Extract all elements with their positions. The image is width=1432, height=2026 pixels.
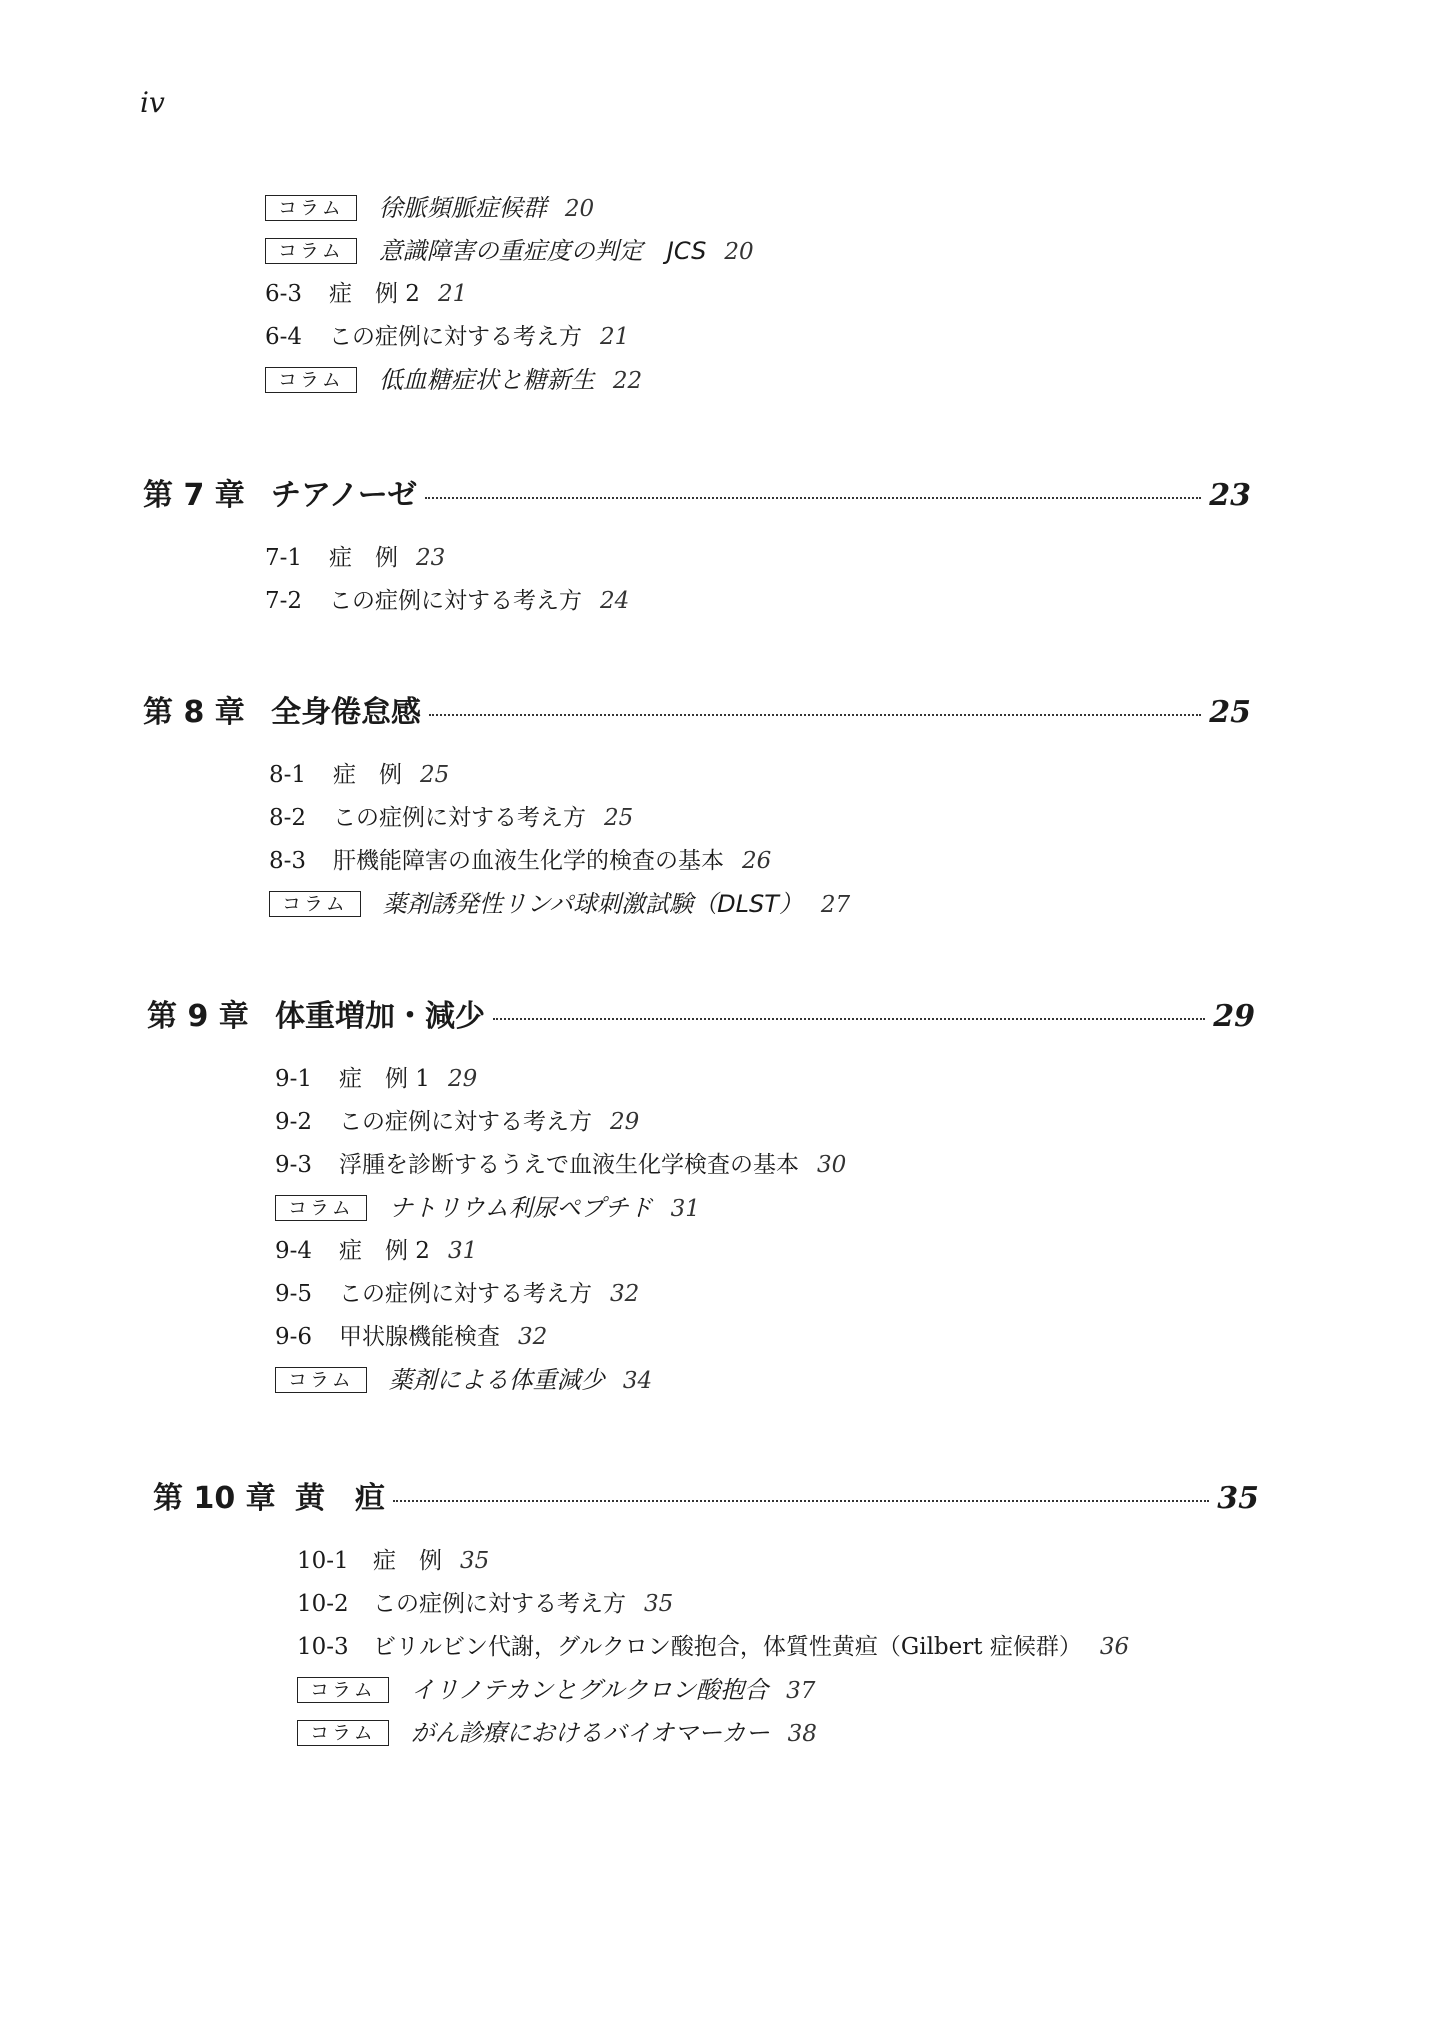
entry-page: 21 [437, 281, 468, 307]
entry-title: 症 例 [329, 545, 398, 571]
column-tag: コラム [265, 367, 357, 393]
entry-title: 症 例 2 [339, 1238, 430, 1264]
dot-leader [393, 1500, 1209, 1502]
section-number: 8-3 [269, 848, 307, 874]
entry-page: 29 [447, 1066, 478, 1092]
entry-title: イリノテカンとグルクロン酸抱合 [410, 1676, 769, 1704]
column-tag: コラム [275, 1195, 367, 1221]
dot-leader [493, 1018, 1205, 1020]
dot-leader [429, 714, 1201, 716]
section-number: 6-3 [265, 281, 303, 307]
chapter-title: チアノーゼ [271, 478, 418, 513]
section-number: 9-2 [275, 1109, 313, 1135]
section-number: 9-1 [275, 1066, 313, 1092]
section-number: 9-4 [275, 1238, 313, 1264]
section-number: 7-1 [265, 545, 303, 571]
chapter-8-entries [269, 754, 850, 926]
toc-column[interactable] [269, 883, 850, 926]
column-tag: コラム [269, 891, 361, 917]
column-tag: コラム [265, 238, 357, 264]
entry-page: 34 [622, 1368, 653, 1394]
column-tag: コラム [297, 1677, 389, 1703]
entry-title: この症例に対する考え方 [329, 324, 582, 350]
entry-title: ビリルビン代謝，グルクロン酸抱合，体質性黄疸（Gilbert 症候群） [373, 1634, 1082, 1660]
toc-section[interactable] [265, 316, 754, 359]
entry-page: 26 [742, 848, 772, 874]
toc-section[interactable] [265, 273, 754, 316]
entry-page: 21 [600, 324, 630, 350]
chapter-10-entries [297, 1540, 1129, 1755]
chapter-heading[interactable] [143, 687, 1251, 731]
section-number: 8-2 [269, 805, 307, 831]
section-number: 10-1 [297, 1548, 349, 1574]
entry-page: 25 [604, 805, 634, 831]
chapter-heading[interactable] [147, 991, 1255, 1035]
section-number: 10-2 [297, 1591, 349, 1617]
entry-page: 37 [786, 1678, 816, 1704]
toc-column[interactable] [275, 1359, 846, 1402]
entry-page: 38 [787, 1721, 817, 1747]
toc-section[interactable] [297, 1540, 1129, 1583]
toc-section[interactable] [265, 580, 629, 623]
toc-section[interactable] [269, 754, 850, 797]
toc-column[interactable] [297, 1669, 1129, 1712]
chapter-title: 体重増加・減少 [275, 999, 485, 1034]
toc-section[interactable] [275, 1316, 846, 1359]
section-number: 6-4 [265, 324, 303, 350]
entry-title: 甲状腺機能検査 [339, 1324, 500, 1350]
page-number: iv [140, 86, 165, 119]
entry-title: 症 例 1 [339, 1066, 430, 1092]
chapter-label: 第 7 章 [143, 478, 245, 513]
toc-section[interactable] [275, 1101, 846, 1144]
entry-title: 薬剤による体重減少 [388, 1366, 605, 1394]
dot-leader [425, 497, 1201, 499]
entry-title: 徐脈頻脈症候群 [378, 194, 547, 222]
entry-page: 30 [817, 1152, 847, 1178]
toc-section[interactable] [275, 1230, 846, 1273]
toc-column[interactable] [265, 187, 754, 230]
toc-section[interactable] [275, 1144, 846, 1187]
toc-section[interactable] [275, 1058, 846, 1101]
entry-title: 肝機能障害の血液生化学的検査の基本 [333, 848, 724, 874]
toc-column[interactable] [265, 230, 754, 273]
section-number: 9-3 [275, 1152, 313, 1178]
chapter-page: 29 [1213, 999, 1255, 1034]
entry-title: 薬剤誘発性リンパ球刺激試験（DLST） [382, 890, 803, 918]
entry-page: 29 [610, 1109, 640, 1135]
entry-title: この症例に対する考え方 [329, 588, 582, 614]
section-number: 9-6 [275, 1324, 313, 1350]
entry-page: 24 [600, 588, 630, 614]
entry-page: 22 [612, 368, 643, 394]
entry-title: この症例に対する考え方 [373, 1591, 626, 1617]
entry-page: 35 [460, 1548, 490, 1574]
section-number: 10-3 [297, 1634, 349, 1660]
chapter-label: 第 10 章 [153, 1481, 276, 1516]
chapter-label: 第 8 章 [143, 695, 245, 730]
entry-title: この症例に対する考え方 [339, 1109, 592, 1135]
entry-page: 27 [820, 892, 851, 918]
entry-page: 35 [644, 1591, 674, 1617]
toc-section[interactable] [275, 1273, 846, 1316]
chapter-page: 23 [1209, 478, 1251, 513]
entry-title: 浮腫を診断するうえで血液生化学検査の基本 [339, 1152, 799, 1178]
entry-page: 25 [420, 762, 450, 788]
section-number: 7-2 [265, 588, 303, 614]
chapter-title: 黄 疸 [295, 1481, 385, 1516]
section-number: 8-1 [269, 762, 307, 788]
entry-title: 症 例 [373, 1548, 442, 1574]
chapter-7-entries [265, 537, 629, 623]
chapter-label: 第 9 章 [147, 999, 249, 1034]
toc-section[interactable] [297, 1583, 1129, 1626]
entry-page: 20 [564, 196, 595, 222]
toc-section[interactable] [269, 797, 850, 840]
column-tag: コラム [275, 1367, 367, 1393]
toc-column[interactable] [275, 1187, 846, 1230]
entry-page: 32 [610, 1281, 640, 1307]
entry-title: ナトリウム利尿ペプチド [388, 1194, 653, 1222]
entry-title: 症 例 [333, 762, 402, 788]
chapter-heading[interactable] [153, 1473, 1259, 1517]
entry-page: 20 [724, 239, 754, 265]
chapter-title: 全身倦怠感 [271, 695, 421, 730]
toc-section[interactable] [269, 840, 850, 883]
toc-section[interactable] [297, 1626, 1129, 1669]
toc-column[interactable] [265, 359, 754, 402]
entry-title: この症例に対する考え方 [333, 805, 586, 831]
chapter-page: 25 [1209, 695, 1251, 730]
entry-page: 32 [518, 1324, 548, 1350]
column-tag: コラム [297, 1720, 389, 1746]
chapter-6-continuation [265, 187, 754, 402]
section-number: 9-5 [275, 1281, 313, 1307]
entry-page: 31 [670, 1196, 700, 1222]
entry-title: この症例に対する考え方 [339, 1281, 592, 1307]
entry-page: 23 [416, 545, 446, 571]
chapter-heading[interactable] [143, 470, 1251, 514]
chapter-page: 35 [1217, 1481, 1259, 1516]
column-tag: コラム [265, 195, 357, 221]
entry-page: 36 [1099, 1634, 1130, 1660]
entry-page: 31 [447, 1238, 478, 1264]
entry-title: 症 例 2 [329, 281, 420, 307]
entry-title: 低血糖症状と糖新生 [378, 366, 595, 394]
chapter-9-entries [275, 1058, 846, 1402]
entry-title: 意識障害の重症度の判定 JCS [378, 237, 707, 265]
toc-column[interactable] [297, 1712, 1129, 1755]
toc-section[interactable] [265, 537, 629, 580]
entry-title: がん診療におけるバイオマーカー [410, 1719, 770, 1747]
